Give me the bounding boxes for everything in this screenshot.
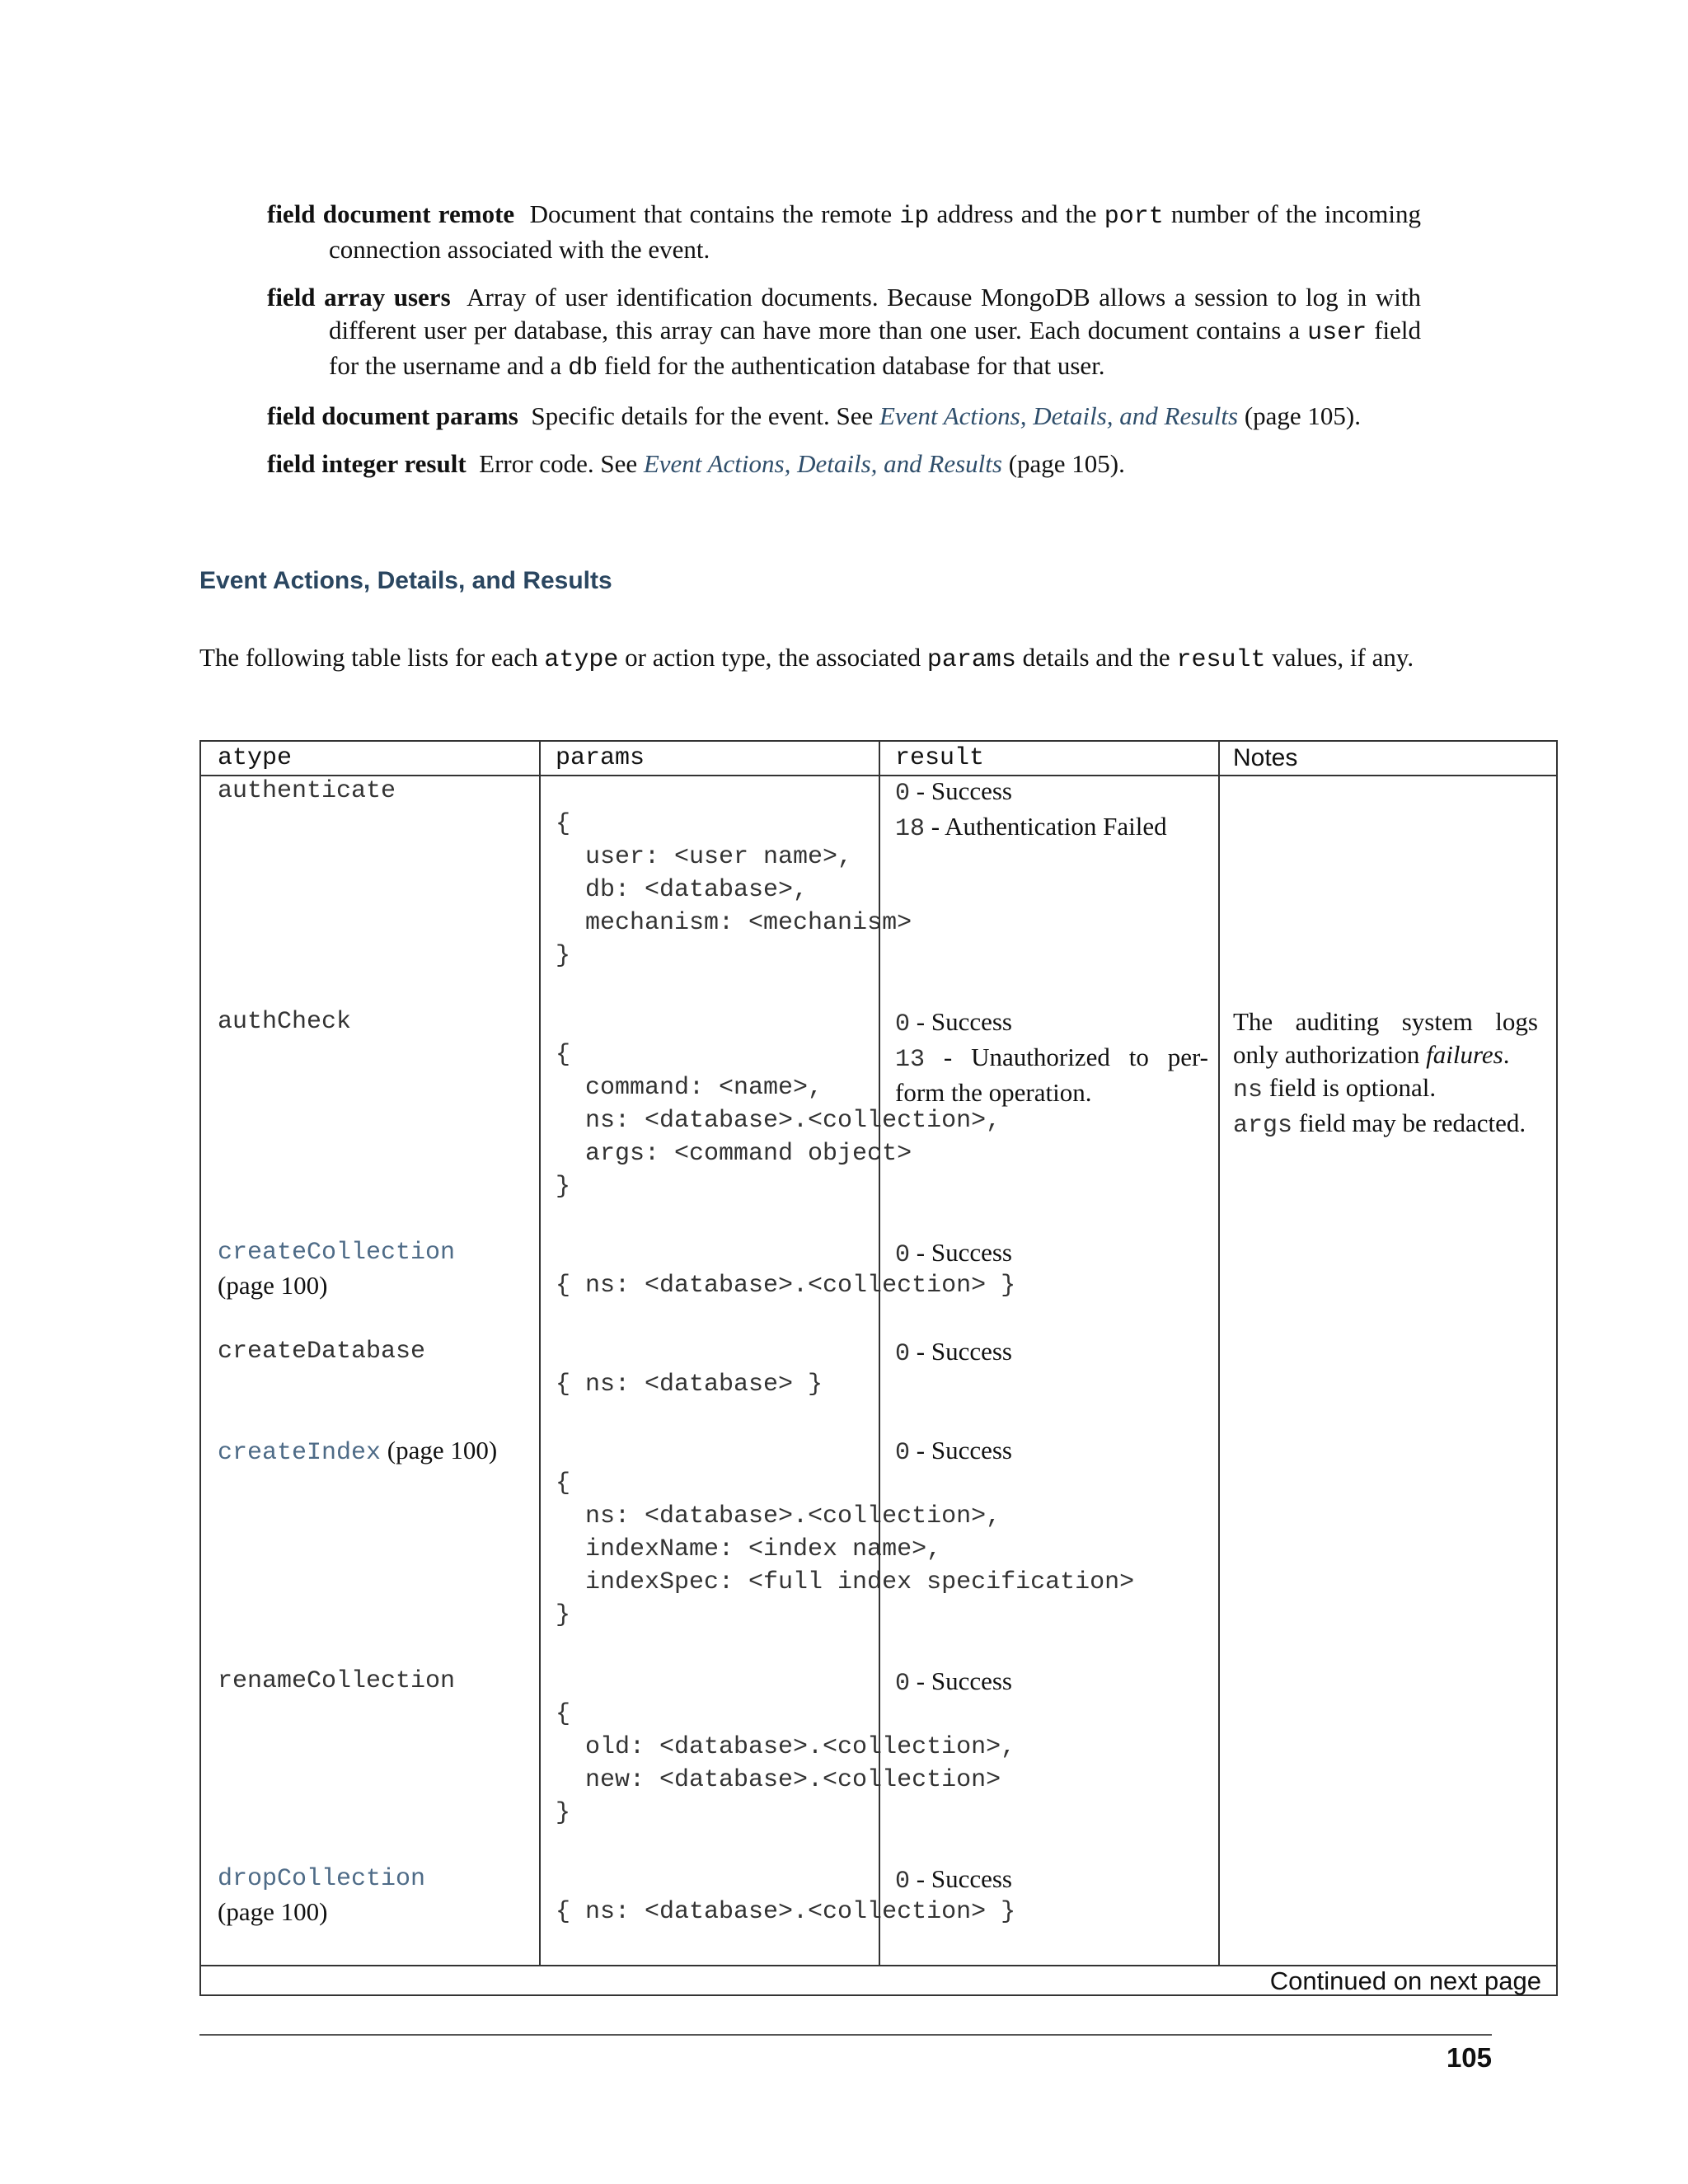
result-code: 0 [895, 1340, 911, 1368]
result-code: 0 [895, 1439, 911, 1467]
event-actions-link[interactable]: Event Actions, Details, and Results [643, 449, 1002, 478]
result-text: - Authentication Failed [925, 812, 1167, 841]
result-code: 13 [895, 1046, 926, 1074]
atype-createcollection-link[interactable]: createCollection [218, 1239, 456, 1267]
field-text: field for the username and a [329, 316, 1421, 380]
atype-createindex-link[interactable]: createIndex [218, 1439, 382, 1467]
atype-renamecollection: renameCollection [218, 1667, 456, 1695]
result-code: 18 [895, 815, 926, 843]
page-number: 105 [1446, 2042, 1492, 2073]
field-text: Specific details for the event. See [531, 401, 879, 430]
result-renamecollection [895, 1665, 1012, 1700]
result-createindex [895, 1434, 1012, 1469]
continued-notice: Continued on next page [1269, 1966, 1541, 1995]
field-label: field document remote [267, 199, 515, 228]
result-createdatabase [895, 1335, 1012, 1371]
code-ip: ip [899, 203, 930, 231]
field-text: address and the [929, 199, 1104, 228]
atype-page-ref: (page 100) [387, 1436, 498, 1465]
result-text: - Success [910, 1666, 1012, 1695]
params-renamecollection: { old: <database>.<collection>, new: <database>.<collection> } [556, 1700, 1016, 1827]
notes-text: field is optional. [1263, 1073, 1437, 1102]
event-actions-link[interactable]: Event Actions, Details, and Results [879, 401, 1239, 430]
column-divider [1218, 742, 1220, 1965]
code-db: db [568, 354, 598, 382]
header-notes: Notes [1233, 744, 1298, 771]
notes-text: . [1503, 1040, 1510, 1069]
result-text: - Success [910, 1337, 1012, 1366]
atype-createindex [218, 1434, 497, 1469]
field-result [267, 448, 1421, 480]
params-createcollection: { ns: <database>.<collection> } [556, 1272, 1016, 1300]
field-label: field integer result [267, 449, 467, 478]
field-text: Error code. See [479, 449, 644, 478]
params-authenticate: { user: <user name>, db: <database>, mechanism: <mechanism> } [556, 810, 912, 970]
atype-page-ref: (page 100) [218, 1271, 328, 1300]
field-text: Array of user identification documents. Because MongoDB allows a session to log in with different user per database, this array can have more than one user. Each document contains a [329, 283, 1421, 344]
header-params: params [556, 744, 645, 772]
result-authcheck [895, 1005, 1208, 1109]
field-text: (page 105). [1238, 401, 1361, 430]
atype-page-ref: (page 100) [218, 1897, 328, 1926]
intro-text: or action type, the associated [618, 643, 927, 672]
result-text: - Success [910, 1007, 1012, 1036]
result-text: - Success [910, 1864, 1012, 1893]
result-text: - Success [910, 1238, 1012, 1267]
header-atype: atype [218, 744, 293, 772]
section-title: Event Actions, Details, and Results [199, 567, 612, 594]
result-text: - Success [910, 1436, 1012, 1465]
header-divider [201, 775, 1556, 776]
intro-text: The following table lists for each [199, 643, 545, 672]
field-text: Document that contains the remote [529, 199, 900, 228]
code-port: port [1104, 203, 1164, 231]
result-code: 0 [895, 1868, 911, 1896]
atype-authenticate: authenticate [218, 777, 396, 805]
params-authcheck: { command: <name>, ns: <database>.<collection>, args: <command object> } [556, 1041, 1001, 1201]
result-code: 0 [895, 1670, 911, 1698]
params-createindex: { ns: <database>.<collection>, indexName: <index name>, indexSpec: <full index specification> } [556, 1469, 1135, 1629]
footer-rule [199, 2034, 1492, 2036]
atype-authcheck: authCheck [218, 1008, 352, 1036]
notes-authcheck [1233, 1005, 1538, 1142]
params-dropcollection: { ns: <database>.<collection> } [556, 1898, 1016, 1926]
field-remote [267, 198, 1421, 266]
field-label: field array users [267, 283, 451, 312]
notes-emphasis: failures [1426, 1040, 1503, 1069]
result-code: 0 [895, 1241, 911, 1269]
result-dropcollection [895, 1863, 1012, 1898]
event-actions-table [199, 740, 1558, 1996]
field-definitions [267, 198, 1421, 495]
intro-paragraph [199, 641, 1492, 677]
result-text: - Unauthorized to per- form the operation. [895, 1043, 1208, 1107]
result-authenticate [895, 775, 1208, 846]
code-args: args [1233, 1112, 1293, 1140]
params-createdatabase: { ns: <database> } [556, 1371, 823, 1399]
notes-text: field may be redacted. [1292, 1108, 1526, 1137]
field-text: field for the authentication database for that user. [598, 351, 1105, 380]
intro-text: values, if any. [1265, 643, 1414, 672]
field-label: field document params [267, 401, 518, 430]
code-ns: ns [1233, 1076, 1264, 1104]
atype-dropcollection-link[interactable]: dropCollection [218, 1865, 426, 1893]
result-code: 0 [895, 780, 911, 808]
intro-text: details and the [1015, 643, 1177, 672]
atype-createdatabase: createDatabase [218, 1338, 426, 1366]
field-text: number of the incoming connection associated with the event. [329, 199, 1421, 264]
field-params [267, 400, 1421, 433]
column-divider [539, 742, 541, 1965]
field-users [267, 281, 1421, 385]
result-code: 0 [895, 1010, 911, 1038]
field-text: (page 105). [1001, 449, 1125, 478]
code-user: user [1307, 319, 1367, 347]
result-text: - Success [910, 776, 1012, 805]
code-atype: atype [544, 646, 619, 674]
code-result: result [1176, 646, 1266, 674]
header-result: result [895, 744, 985, 772]
result-createcollection [895, 1236, 1012, 1272]
code-params: params [926, 646, 1016, 674]
notes-text: The auditing system logs only authorization [1233, 1007, 1538, 1069]
